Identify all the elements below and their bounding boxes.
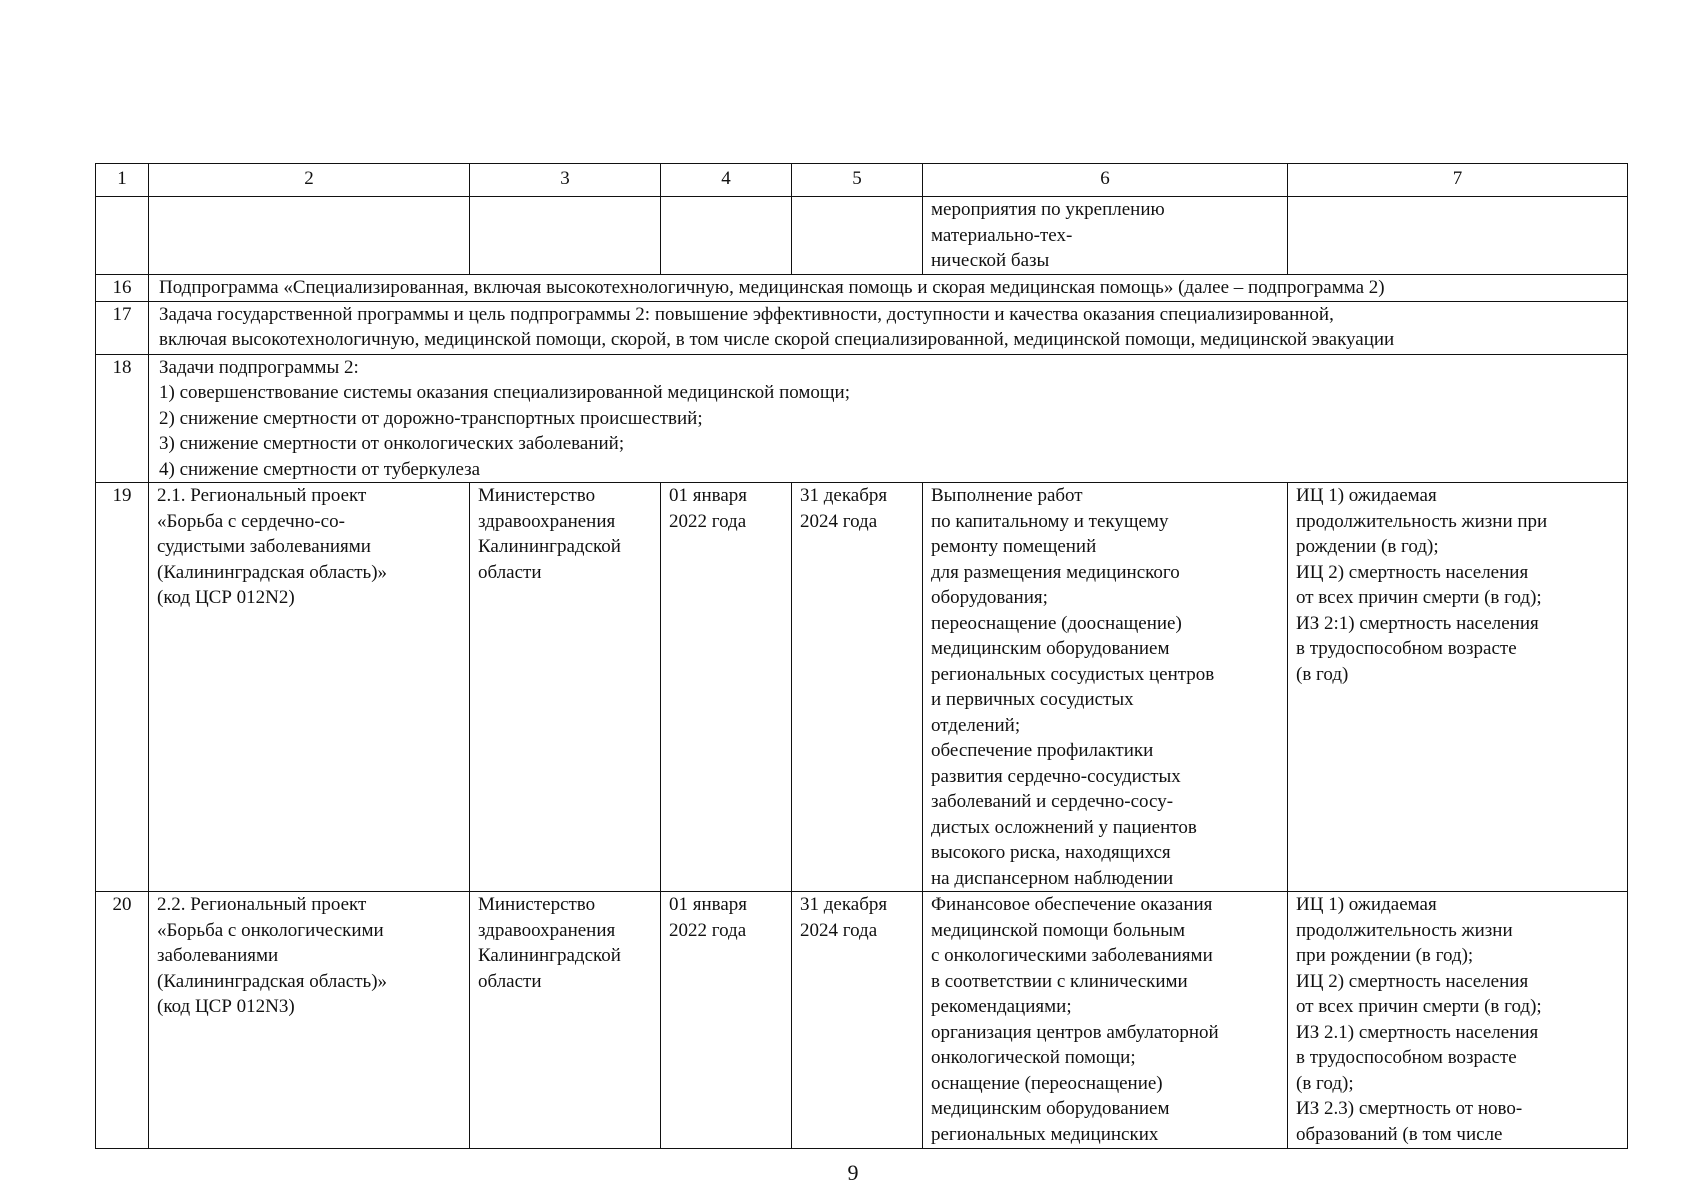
text-line: ИЦ 1) ожидаемая	[1296, 485, 1437, 506]
text-line: заболеваниями	[157, 945, 279, 966]
text-line: 2024 года	[800, 919, 878, 941]
text-line: от всех причин смерти (в год);	[1296, 996, 1542, 1017]
goal-text	[149, 301, 1628, 354]
text-line: рождении (в год);	[1296, 536, 1439, 557]
tasks-text	[149, 354, 1628, 483]
row-number: 19	[96, 483, 149, 892]
text-line: медицинской помощи больным	[931, 919, 1186, 941]
text-line: 31 декабря	[800, 485, 888, 506]
text-line: оборудования;	[931, 587, 1048, 608]
text-line: 2) снижение смертности от дорожно-транспортных происшествий;	[159, 407, 703, 429]
row-number: 18	[96, 354, 149, 483]
text-line: включая высокотехнологичную, медицинской помощи, скорой, в том числе скорой специализированной, медицинской помощи, медицинской эвакуации	[159, 329, 1395, 350]
text-line: ИЦ 2) смертность населения	[1296, 561, 1529, 583]
table-row	[96, 301, 1628, 354]
text-line: области	[478, 970, 542, 992]
text-line: от всех причин смерти (в год);	[1296, 587, 1542, 608]
text-line: 2.1. Региональный проект	[157, 485, 367, 506]
text-line: 01 января	[669, 485, 748, 506]
text-line: медицинским оборудованием	[931, 1098, 1170, 1119]
empty-cell	[792, 197, 923, 275]
text-line: региональных медицинских	[931, 1123, 1159, 1145]
text-line: оснащение (переоснащение)	[931, 1072, 1163, 1094]
text-line: Задачи подпрограммы 2:	[159, 356, 359, 378]
text-line: (код ЦСР 012N3)	[157, 996, 295, 1017]
text-line: Финансовое обеспечение оказания	[931, 894, 1213, 915]
text-line: области	[478, 561, 542, 583]
text-line: ремонту помещений	[931, 536, 1097, 557]
text-line: здравоохранения	[478, 510, 616, 532]
text-line: медицинским оборудованием	[931, 638, 1170, 659]
text-line: на диспансерном наблюдении	[931, 867, 1174, 889]
end-date-cell	[792, 483, 923, 892]
row-number: 20	[96, 892, 149, 1149]
project-cell	[149, 483, 470, 892]
table-row	[96, 483, 1628, 892]
text-line: здравоохранения	[478, 919, 616, 941]
text-line: Подпрограмма «Специализированная, включая высокотехнологичную, медицинская помощь и скорая медицинская помощь» (далее – подпрограмма 2)	[159, 276, 1385, 298]
text-line: ИЗ 2:1) смертность населения	[1296, 612, 1539, 634]
text-line: при рождении (в год);	[1296, 945, 1474, 966]
indicators-cell	[1288, 483, 1628, 892]
text-line: в соответствии с клиническими	[931, 970, 1188, 992]
row-number: 17	[96, 301, 149, 354]
text-line: ИЦ 2) смертность населения	[1296, 970, 1529, 992]
text-line: развития сердечно-сосудистых	[931, 765, 1181, 787]
text-line: (Калининградская область)»	[157, 561, 388, 583]
text-line: высокого риска, находящихся	[931, 842, 1171, 863]
text-line: мероприятия по укреплению	[931, 199, 1165, 220]
text-line: ИЗ 2.3) смертность от ново-	[1296, 1098, 1523, 1119]
start-date-cell	[661, 483, 792, 892]
text-line: (в год)	[1296, 663, 1349, 685]
text-line: ИЗ 2.1) смертность населения	[1296, 1021, 1539, 1043]
indicators-cell	[1288, 892, 1628, 1149]
text-line: (код ЦСР 012N2)	[157, 587, 295, 608]
text-line: организация центров амбулаторной	[931, 1021, 1219, 1043]
text-line: онкологической помощи;	[931, 1047, 1136, 1068]
text-line: 2022 года	[669, 510, 747, 532]
text-line: продолжительность жизни при	[1296, 510, 1548, 532]
header-row	[96, 164, 1628, 197]
header-cell: 7	[1288, 164, 1628, 197]
start-date-cell	[661, 892, 792, 1149]
measures-cell	[923, 483, 1288, 892]
text-line: по капитальному и текущему	[931, 510, 1169, 532]
text-line: Министерство	[478, 485, 596, 506]
row-number: 16	[96, 274, 149, 301]
subprogram-title	[149, 274, 1628, 301]
text-line: ИЦ 1) ожидаемая	[1296, 894, 1437, 915]
text-line: Задача государственной программы и цель подпрограммы 2: повышение эффективности, доступности и качества оказания специализированной,	[159, 303, 1334, 325]
text-line: 2024 года	[800, 510, 878, 532]
text-line: с онкологическими заболеваниями	[931, 945, 1213, 966]
text-line: Выполнение работ	[931, 485, 1083, 506]
text-line: переоснащение (дооснащение)	[931, 612, 1182, 634]
text-line: продолжительность жизни	[1296, 919, 1513, 941]
executor-cell	[470, 892, 661, 1149]
text-line: Министерство	[478, 894, 596, 915]
empty-cell	[470, 197, 661, 275]
header-cell: 4	[661, 164, 792, 197]
header-cell: 3	[470, 164, 661, 197]
text-line: заболеваний и сердечно-сосу-	[931, 791, 1174, 812]
text-line: Калининградской	[478, 536, 621, 557]
page-number: 9	[847, 1160, 859, 1185]
text-line: для размещения медицинского	[931, 561, 1180, 583]
table-row	[96, 354, 1628, 483]
header-cell: 5	[792, 164, 923, 197]
text-line: и первичных сосудистых	[931, 689, 1134, 710]
table-row	[96, 892, 1628, 1149]
text-line: нической базы	[931, 250, 1050, 271]
text-line: образований (в том числе	[1296, 1123, 1503, 1145]
header-cell: 2	[149, 164, 470, 197]
text-line: 4) снижение смертности от туберкулеза	[159, 458, 481, 480]
text-line: «Борьба с сердечно-со-	[157, 510, 345, 532]
text-line: 31 декабря	[800, 894, 888, 915]
program-activities-table	[95, 163, 1628, 1149]
header-cell: 1	[96, 164, 149, 197]
measures-cell	[923, 197, 1288, 275]
text-line: 01 января	[669, 894, 748, 915]
text-line: судистыми заболеваниями	[157, 536, 371, 557]
empty-cell	[661, 197, 792, 275]
text-line: региональных сосудистых центров	[931, 663, 1215, 685]
text-line: обеспечение профилактики	[931, 740, 1154, 761]
end-date-cell	[792, 892, 923, 1149]
text-line: (в год);	[1296, 1072, 1354, 1094]
text-line: материально-тех-	[931, 224, 1073, 246]
executor-cell	[470, 483, 661, 892]
text-line: 2022 года	[669, 919, 747, 941]
header-cell: 6	[923, 164, 1288, 197]
text-line: рекомендациями;	[931, 996, 1072, 1017]
text-line: 1) совершенствование системы оказания специализированной медицинской помощи;	[159, 382, 851, 403]
text-line: отделений;	[931, 714, 1021, 736]
empty-cell	[1288, 197, 1628, 275]
text-line: дистых осложнений у пациентов	[931, 816, 1197, 838]
empty-cell	[149, 197, 470, 275]
text-line: 2.2. Региональный проект	[157, 894, 367, 915]
measures-cell	[923, 892, 1288, 1149]
empty-cell	[96, 197, 149, 275]
text-line: в трудоспособном возрасте	[1296, 638, 1517, 659]
text-line: 3) снижение смертности от онкологических заболеваний;	[159, 433, 625, 454]
text-line: Калининградской	[478, 945, 621, 966]
table-row	[96, 274, 1628, 301]
text-line: (Калининградская область)»	[157, 970, 388, 992]
text-line: в трудоспособном возрасте	[1296, 1047, 1517, 1068]
text-line: «Борьба с онкологическими	[157, 919, 384, 941]
continuation-row	[96, 197, 1628, 275]
project-cell	[149, 892, 470, 1149]
